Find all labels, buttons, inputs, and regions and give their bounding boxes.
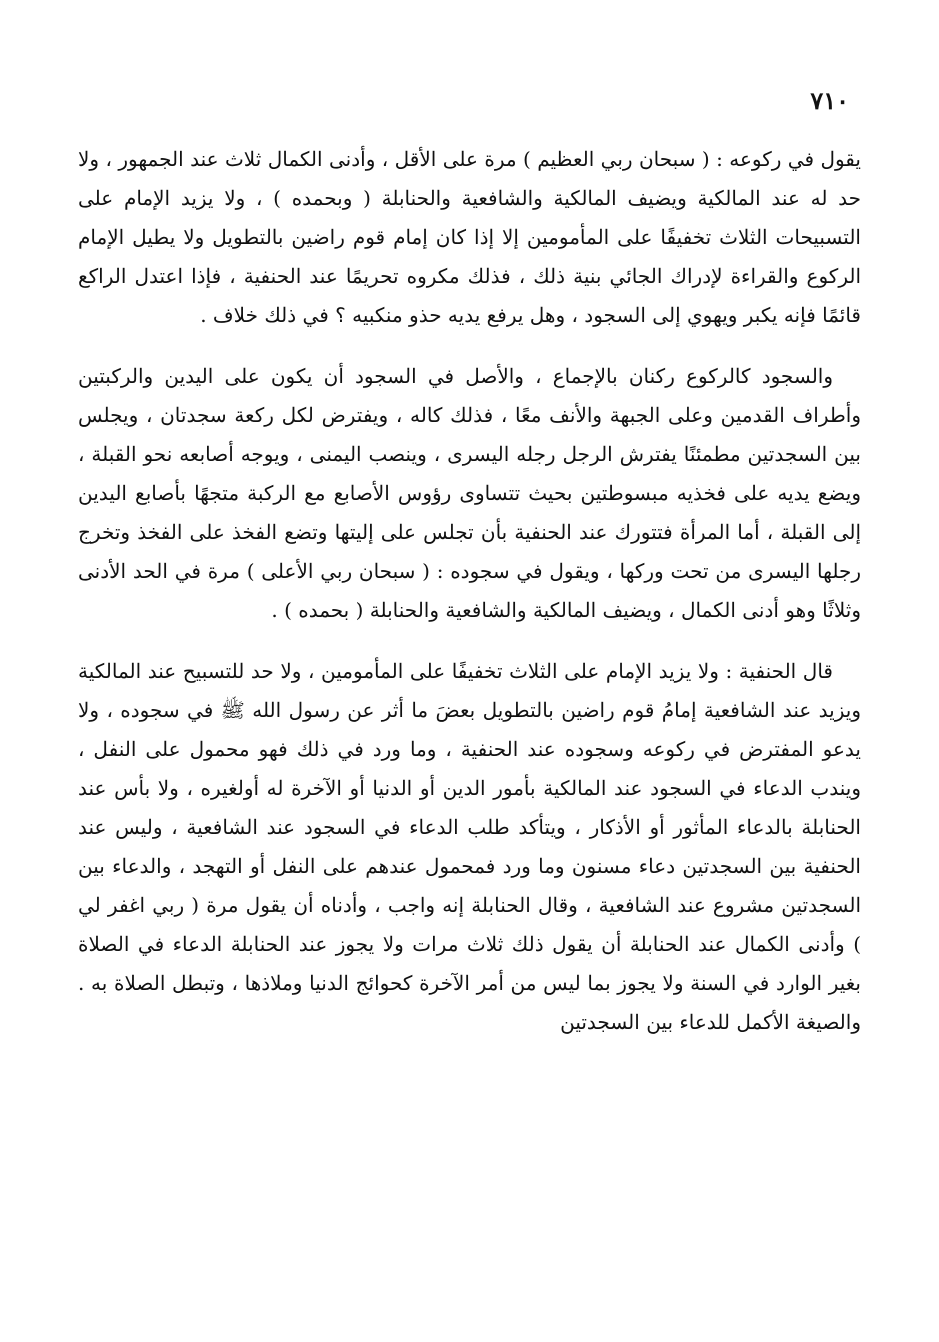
- paragraph-2: والسجود كالركوع ركنان بالإجماع ، والأصل في السجود أن يكون على اليدين والركبتين وأطراف القدمين وعلى الجبهة والأنف معًا ، فذلك كاله ، ويفترض لكل ركعة سجدتان ، ويجلس بين السجدتين مطمئنًا يفترش الرجل رجله اليسرى ، وينصب اليمنى ، ويوجه أصابعه نحو القبلة ، ويضع يديه على فخذيه مبسوطتين بحيث تتساوى رؤوس الأصابع مع الركبة متجهًا بأصابع اليدين إلى القبلة ، أما المرأة فتتورك عند الحنفية بأن تجلس على إليتها وتضع الفخذ على الفخذ وتخرج رجلها اليسرى من تحت وركها ، ويقول في سجوده : ( سبحان ربي الأعلى ) مرة في الحد الأدنى وثلاثًا وهو أدنى الكمال ، ويضيف المالكية والشافعية والحنابلة ( بحمده ) .: [78, 364, 861, 622]
- body-text: [78, 140, 861, 1042]
- paragraph-3: قال الحنفية : ولا يزيد الإمام على الثلاث تخفيفًا على المأمومين ، ولا حد للتسبيح عند المالكية ويزيد عند الشافعية إمامُ قوم راضين بالتطويل بعضَ ما أثر عن رسول الله ﷺ في سجوده ، ولا يدعو المفترض في ركوعه وسجوده عند الحنفية ، وما ورد في ذلك فهو محمول على النفل ، ويندب الدعاء في السجود عند المالكية بأمور الدين أو الدنيا أو الآخرة له أولغيره ، ولا بأس عند الحنابلة بالدعاء المأثور أو الأذكار ، ويتأكد طلب الدعاء في السجود عند الشافعية ، وليس عند الحنفية بين السجدتين دعاء مسنون وما ورد فمحمول عندهم على النفل أو التهجد ، والدعاء بين السجدتين مشروع عند الشافعية ، وقال الحنابلة إنه واجب ، وأدناه أن يقول مرة ( ربي اغفر لي ) وأدنى الكمال عند الحنابلة أن يقول ذلك ثلاث مرات ولا يجوز عند الحنابلة الدعاء في الصلاة بغير الوارد في السنة ولا يجوز بما ليس من أمر الآخرة كحوائج الدنيا وملاذها ، وتبطل الصلاة به . والصيغة الأكمل للدعاء بين السجدتين: [78, 659, 861, 1034]
- paragraph-1: يقول في ركوعه : ( سبحان ربي العظيم ) مرة على الأقل ، وأدنى الكمال ثلاث عند الجمهور ، ولا حد له عند المالكية ويضيف المالكية والشافعية والحنابلة ( وبحمده ) ، ولا يزيد الإمام على التسبيحات الثلاث تخفيفًا على المأمومين إلا إذا كان إمام قوم راضين بالتطويل ولا يطيل الإمام الركوع والقراءة لإدراك الجائي بنية ذلك ، فذلك مكروه تحريمًا عند الحنفية ، فإذا اعتدل الراكع قائمًا فإنه يكبر ويهوي إلى السجود ، وهل يرفع يديه حذو منكبيه ؟ في ذلك خلاف .: [78, 147, 861, 327]
- page-number: ٧١٠: [810, 86, 849, 115]
